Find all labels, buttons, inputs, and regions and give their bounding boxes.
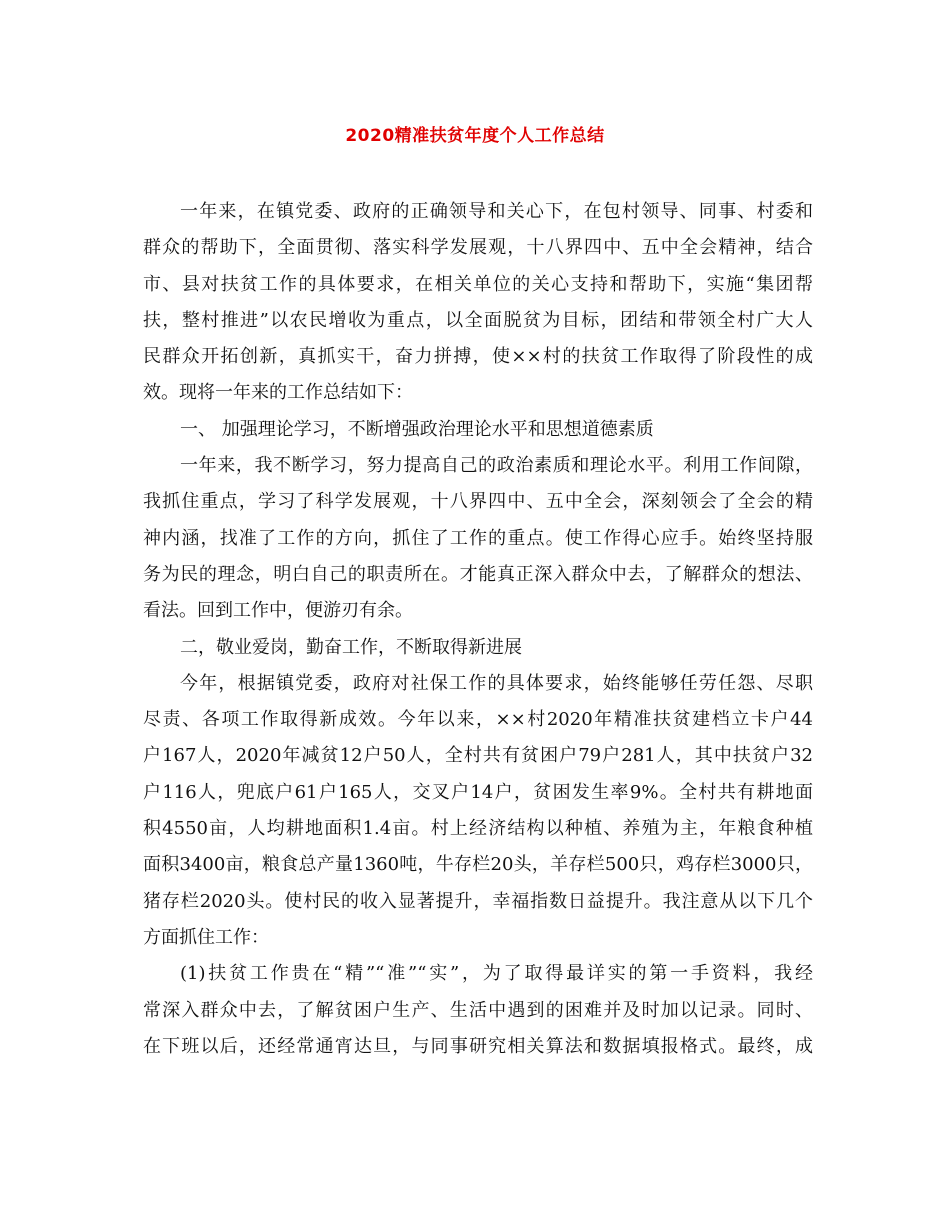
document-body <box>143 194 813 1065</box>
text-line: 方面抓住工作： <box>143 926 269 948</box>
text-line: 神内涵，找准了工作的方向，抓住了工作的重点。使工作得心应手。始终坚持服 <box>143 527 813 549</box>
text-line: (1)扶贫工作贵在“精”“准”“实”，为了取得最详实的第一手资料，我经 <box>180 963 813 985</box>
text-line: 效。现将一年来的工作总结如下： <box>143 382 413 404</box>
text-line: 扶，整村推进”以农民增收为重点，以全面脱贫为目标，团结和带领全村广大人 <box>143 309 813 331</box>
text-line: 尽责、各项工作取得新成效。今年以来，××村2020年精准扶贫建档立卡户44 <box>143 709 813 731</box>
text-line: 二，敬业爱岗，勤奋工作，不断取得新进展 <box>180 636 522 658</box>
text-line: 务为民的理念，明白自己的职责所在。才能真正深入群众中去，了解群众的想法、 <box>143 563 813 585</box>
text-line: 我抓住重点，学习了科学发展观，十八界四中、五中全会，深刻领会了全会的精 <box>143 491 813 513</box>
text-line: 一年来，我不断学习，努力提高自己的政治素质和理论水平。利用工作间隙， <box>180 455 813 477</box>
text-line: 积4550亩，人均耕地面积1.4亩。村上经济结构以种植、养殖为主，年粮食种植 <box>143 818 813 840</box>
text-line: 市、县对扶贫工作的具体要求，在相关单位的关心支持和帮助下，实施“集团帮 <box>143 273 813 295</box>
text-line: 看法。回到工作中，便游刃有余。 <box>143 600 413 622</box>
text-line: 户116人，兜底户61户165人，交叉户14户，贫困发生率9%。全村共有耕地面 <box>143 781 813 803</box>
document-title: 2020精准扶贫年度个人工作总结 <box>345 126 605 146</box>
text-line: 在下班以后，还经常通宵达旦，与同事研究相关算法和数据填报格式。最终，成 <box>143 1035 813 1057</box>
text-line: 猪存栏2020头。使村民的收入显著提升，幸福指数日益提升。我注意从以下几个 <box>143 890 813 912</box>
text-line: 常深入群众中去，了解贫困户生产、生活中遇到的困难并及时加以记录。同时、 <box>143 999 813 1021</box>
text-line: 今年，根据镇党委，政府对社保工作的具体要求，始终能够任劳任怨、尽职 <box>180 672 813 694</box>
text-line: 一年来，在镇党委、政府的正确领导和关心下，在包村领导、同事、村委和 <box>180 201 813 222</box>
text-line: 一、 加强理论学习，不断增强政治理论水平和思想道德素质 <box>180 418 654 440</box>
text-line: 户167人，2020年减贫12户50人，全村共有贫困户79户281人，其中扶贫户32 <box>143 745 813 767</box>
text-line: 群众的帮助下，全面贯彻、落实科学发展观，十八界四中、五中全会精神，结合 <box>143 237 813 259</box>
text-line: 民群众开拓创新，真抓实干，奋力拼搏，使××村的扶贫工作取得了阶段性的成 <box>143 346 813 368</box>
text-line: 面积3400亩，粮食总产量1360吨，牛存栏20头，羊存栏500只，鸡存栏3000只， <box>143 854 813 876</box>
